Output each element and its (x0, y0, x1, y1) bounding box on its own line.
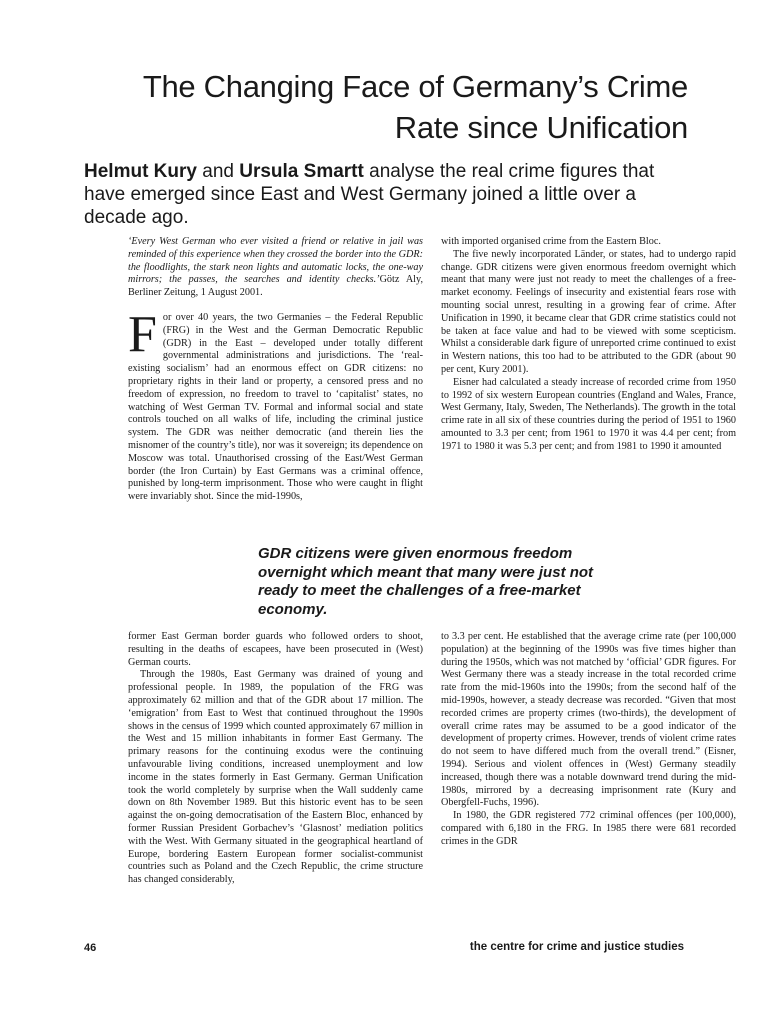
column-1 (128, 236, 423, 504)
article-title (48, 66, 688, 148)
column-4 (441, 631, 736, 849)
body-paragraph: Eisner had calculated a steady increase of recorded crime from 1950 to 1992 of six western European countries (England and Wales, France, West Germany, Italy, Sweden, The Netherlands). The growth in the total crime rate in all six of these countries during the period of 1951 to 1960 amounted to 3.3 per cent; from 1961 to 1970 it was 4.4 per cent; from 1971 to 1980 it was 5.3 per cent; and from 1981 to 1990 it amounted (441, 376, 736, 452)
title-line-2: Rate since Unification (394, 110, 688, 145)
epigraph (128, 236, 423, 300)
title-line-1: The Changing Face of Germany’s Crime (142, 69, 688, 104)
author-name: Ursula Smartt (239, 161, 364, 182)
epigraph-source: Götz Aly, Berliner Zeitung, 1 August 2001. (128, 274, 423, 299)
column-2 (441, 236, 736, 454)
column-3 (128, 631, 423, 887)
body-paragraph (128, 305, 423, 504)
standfirst-text: analyse the real crime figures that have emerged since East and West Germany joined a little over a decade ago. (84, 161, 655, 228)
paragraph-text: or over 40 years, the two Germanies – the Federal Republic (FRG) in the West and the German Democratic Republic (GDR) in the East – developed under totally different governmental administrations and jurisdictions. The ‘real-existing socialism’ had an enormous effect on GDR citizens: no proprietary rights in their land or property, a censored press and no freedom of expression, no freedom to travel to ‘capitalist’ states, no watching of West German TV. Formal and informal social and state controls touched on all walks of life, including the criminal justice system. The GDR was neither democratic (and therein lies the misnomer of the country’s title), nor was it sovereign; its dependence on Moscow was total. Unauthorised crossing of the East/West German border (the Iron Curtain) by East Germans was a criminal offence, punished by long-term imprisonment. Those who were caught in flight were invariably shot. Since the mid-1990s, (128, 311, 423, 503)
page-number: 46 (84, 942, 97, 954)
pull-quote: GDR citizens were given enormous freedom overnight which meant that many were just not ready to meet the challenges of a free-market economy. (258, 545, 594, 618)
body-paragraph: to 3.3 per cent. He established that the average crime rate (per 100,000 population) at the beginning of the 1990s was five times higher than during the 1950s, which was not matched by ‘official’ GDR figures. For West Germany there was a steady increase in the total recorded crime rate from the mid-1960s into the 1990s; from the second half of the mid-1990s, however, a steady decrease was recorded. “Given that most recorded crimes are property crimes (two-thirds), the development of overall crime rates may be assumed to be a good indicator of the development of property crimes. However, trends of violent crime rates do not seem to have differed much from the overall trend.” (Eisner, 1994). Serious and violent offences in (West) Germany steadily increased, though there was a notable downward trend during the mid-1980s, mirrored by a decreasing imprisonment rate (Kury and Obergfell-Fuchs, 1996). (441, 631, 736, 809)
author-connector: and (196, 161, 240, 182)
drop-cap: F (128, 305, 157, 363)
author-name: Helmut Kury (84, 161, 197, 182)
body-paragraph: with imported organised crime from the Eastern Bloc. (441, 236, 661, 247)
standfirst (84, 160, 694, 229)
epigraph-quote: ‘Every West German who ever visited a friend or relative in jail was reminded of this experience when they crossed the border into the GDR: the floodlights, the stark neon lights and automatic locks, the one-way mirrors; the passes, the searches and identity checks.’ (128, 236, 423, 286)
body-paragraph: The five newly incorporated Länder, or states, had to undergo rapid change. GDR citizens were given enormous freedom overnight which meant that many were just not ready to meet the challenges of a free-market economy. Feelings of insecurity and existential fears rose with mounting social unrest, resulting in a growing fear of crime. After Unification in 1990, it became clear that GDR crime statistics could not be taken at face value and had to be viewed with some scepticism. Whilst a considerable dark figure of unreported crime continued to exist in Western nations, this too had to be attributed to the GDR (about 90 per cent, Kury 2001). (441, 248, 736, 375)
body-paragraph: In 1980, the GDR registered 772 criminal offences (per 100,000), compared with 6,180 in the FRG. In 1985 there were 681 recorded crimes in the GDR (441, 810, 736, 847)
body-paragraph: former East German border guards who followed orders to shoot, resulting in the deaths of escapees, have been prosecuted in (West) German courts. (128, 631, 423, 668)
footer-brand: the centre for crime and justice studies (469, 941, 684, 953)
body-paragraph: Through the 1980s, East Germany was drained of young and professional people. In 1989, the population of the FRG was approximately 62 million and that of the GDR about 17 million. The ‘emigration’ from East to West that continued throughout the 1990s shows in the census of 1999 which counted approximately 67 million in the West and 15 million inhabitants in former East Germany. The primary reasons for the continuing exodus were the continuing unfavourable living conditions, increased unemployment and low income in the states formerly in East Germany. German Unification took the world completely by surprise when the Wall suddenly came down on 8th November 1989. But this historic event has to be seen against the on-going democratisation of the Eastern Bloc, enhanced by former Russian President Gorbachev’s ‘Glasnost’ mediation politics with the West. With Germany situated in the geographical heartland of Europe, bordering Eastern European former socialist-communist countries such as Poland and the Czech Republic, the crime structure has changed considerably, (128, 669, 423, 886)
